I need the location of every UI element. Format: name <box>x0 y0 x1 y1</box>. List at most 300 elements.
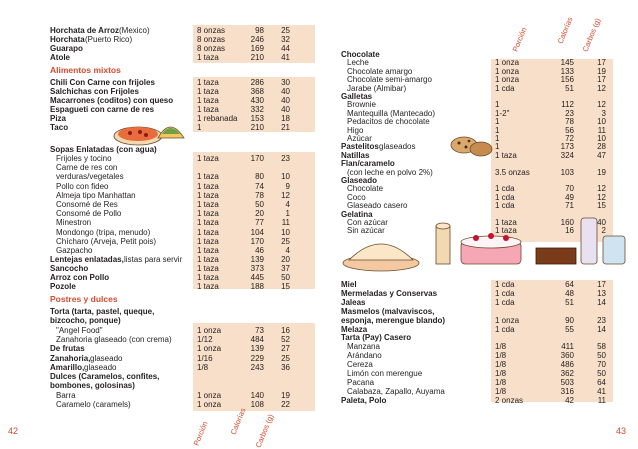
food-name: Gazpacho <box>56 246 93 255</box>
calories-cell: 139 <box>250 255 264 264</box>
table-row <box>0 35 319 44</box>
food-name: Glaseado casero <box>347 201 408 211</box>
food-name: Sin azúcar <box>347 226 385 236</box>
portion-cell: 1 taza <box>197 181 219 191</box>
portion-cell: 1 taza <box>495 226 517 236</box>
carbs-cell: 25 <box>281 26 290 35</box>
food-name: Dulces (Caramelos, confites, <box>50 372 160 382</box>
food-name: Pedacitos de chocolate <box>347 117 430 127</box>
calories-cell: 98 <box>255 26 264 35</box>
food-name: Jarabe (Almibar) <box>347 83 407 93</box>
food-name: Zanahoria glaseado (con crema) <box>56 334 172 344</box>
food-name: Sancocho <box>50 264 89 273</box>
calories-cell: 80 <box>255 172 264 182</box>
carbs-cell: 17 <box>597 280 606 289</box>
calories-cell: 411 <box>561 342 574 352</box>
carbs-cell: 1 <box>285 209 290 219</box>
food-name: Jaleas <box>341 297 366 307</box>
carbs-cell: 50 <box>281 273 290 282</box>
carbs-cell: 12 <box>597 100 606 110</box>
carbs-cell: 13 <box>597 288 606 298</box>
calories-cell: 73 <box>255 325 264 335</box>
mixed-heading: Alimentos mixtos <box>50 65 121 75</box>
carbs-cell: 37 <box>281 264 290 273</box>
carbs-cell: 20 <box>281 255 290 264</box>
calories-cell: 324 <box>560 150 574 160</box>
portion-cell: 1 onza <box>197 400 222 409</box>
calories-cell: 486 <box>560 360 574 370</box>
food-name: Chocolate semi-amargo <box>347 75 432 85</box>
food-name: Gelatina <box>341 209 373 219</box>
cookies-illustration <box>449 130 494 160</box>
food-name: Con azúcar <box>347 218 388 227</box>
calories-cell: 56 <box>565 125 574 135</box>
carbs-cell: 3 <box>601 108 606 118</box>
table-row <box>0 400 319 409</box>
food-name: Calabaza, Zapallo, Auyama <box>347 386 445 396</box>
portion-cell: 1 taza <box>197 190 219 200</box>
carbs-cell: 15 <box>597 201 606 211</box>
calories-cell: 23 <box>565 108 574 118</box>
food-note: (Puerto Rico) <box>85 35 133 44</box>
portion-cell: 1/8 <box>495 342 507 352</box>
calories-cell: 20 <box>255 209 264 219</box>
portion-cell: 1 <box>495 117 500 127</box>
calories-cell: 77 <box>255 218 264 228</box>
calories-cell: 229 <box>250 353 264 363</box>
food-name: bizcocho, ponque) <box>50 316 121 326</box>
food-name: Pollo con fideo <box>56 181 109 191</box>
portion-cell: 1 taza <box>197 282 219 291</box>
food-note: listas para servir <box>124 255 183 264</box>
food-name: Chocolate <box>347 184 384 194</box>
carbs-cell: 9 <box>285 181 290 191</box>
carbs-cell: 36 <box>281 362 290 372</box>
portion-cell: 1/12 <box>197 334 213 344</box>
table-row <box>319 360 638 369</box>
portion-cell: 1 onza <box>197 390 222 400</box>
carbs-cell: 23 <box>281 154 290 163</box>
carbs-cell: 12 <box>597 184 606 194</box>
carbs-cell: 19 <box>597 66 606 76</box>
portion-cell: 1 <box>495 125 500 135</box>
table-row <box>319 351 638 360</box>
portion-cell: 1 taza <box>197 105 219 114</box>
portion-cell: 1 <box>495 142 500 152</box>
food-name: Barra <box>56 390 76 400</box>
carbs-cell: 12 <box>281 190 290 200</box>
calories-cell: 445 <box>250 273 264 282</box>
calories-cell: 48 <box>565 288 574 298</box>
calories-cell: 49 <box>565 192 574 202</box>
calories-cell: 51 <box>565 297 574 307</box>
food-name: Pastelitos <box>341 142 379 152</box>
calories-cell: 362 <box>560 369 574 378</box>
food-name: Glaseado <box>341 176 378 185</box>
carbs-cell: 12 <box>597 83 606 93</box>
carbs-cell: 70 <box>597 360 606 370</box>
calories-cell: 145 <box>560 58 574 68</box>
table-row <box>0 172 319 181</box>
table-row <box>0 44 319 53</box>
calories-cell: 71 <box>565 201 574 211</box>
calories-cell: 210 <box>250 123 264 132</box>
food-name: Taco <box>50 123 69 132</box>
portion-cell: 1 onza <box>495 75 520 85</box>
right-page <box>319 0 638 447</box>
carbs-cell: 41 <box>281 53 290 62</box>
carbs-cell: 11 <box>597 395 606 405</box>
portion-cell: 1 <box>495 100 500 110</box>
carbs-cell: 19 <box>281 390 290 400</box>
portion-cell: 1 taza <box>197 78 219 87</box>
food-name: Chili Con Carne con frijoles <box>50 78 155 87</box>
calories-cell: 42 <box>565 395 574 405</box>
carbs-cell: 50 <box>597 369 606 378</box>
food-name: Consomé de Res <box>56 200 118 209</box>
table-row <box>0 237 319 246</box>
food-name: verduras/vegetales <box>56 172 124 182</box>
desserts-heading: Postres y dulces <box>50 294 118 304</box>
food-name: Macarrones (coditos) con queso <box>50 96 174 105</box>
portion-cell: 8 onzas <box>197 44 226 53</box>
food-name: Manzana <box>347 342 380 352</box>
left-page <box>0 0 319 447</box>
portion-cell: 1/8 <box>495 377 507 387</box>
food-name: Piza <box>50 114 67 123</box>
portion-cell: 1 onza <box>495 315 520 325</box>
col-head-calories-top: Calorías <box>555 15 575 45</box>
portion-cell: 1 cda <box>495 324 515 334</box>
calories-cell: 373 <box>250 264 264 273</box>
calories-cell: 74 <box>255 181 264 191</box>
table-row <box>319 325 638 334</box>
portion-cell: 1-2" <box>495 108 510 118</box>
carbs-cell: 41 <box>597 386 606 396</box>
table-row <box>0 182 319 191</box>
carbs-cell: 16 <box>281 325 290 335</box>
food-name: Torta (tarta, pastel, queque, <box>50 307 155 316</box>
calories-cell: 140 <box>250 390 264 400</box>
food-name: Espagueti con carne de res <box>50 105 155 114</box>
calories-cell: 246 <box>250 35 264 44</box>
table-row <box>0 381 319 390</box>
portion-cell: 1 taza <box>197 96 219 105</box>
food-note: glaseado <box>90 353 123 363</box>
calories-cell: 503 <box>560 377 574 387</box>
table-row <box>0 391 319 400</box>
table-row <box>0 218 319 227</box>
portion-cell: 1/8 <box>495 360 507 370</box>
food-name: Atole <box>50 53 70 62</box>
portion-cell: 1 taza <box>197 255 219 264</box>
carbs-cell: 22 <box>281 400 290 409</box>
portion-cell: 1 taza <box>197 200 219 209</box>
table-row <box>0 53 319 62</box>
portion-cell: 1 taza <box>495 150 517 160</box>
portion-cell: 1/8 <box>495 351 507 361</box>
food-name: Pacana <box>347 377 375 387</box>
carbs-cell: 21 <box>281 123 290 132</box>
carbs-cell: 17 <box>597 58 606 68</box>
page-number-left: 42 <box>8 426 19 436</box>
calories-cell: 64 <box>565 280 574 289</box>
portion-cell: 1 cda <box>495 184 515 194</box>
calories-cell: 160 <box>560 218 574 227</box>
carbs-cell: 40 <box>281 105 290 114</box>
calories-cell: 368 <box>250 87 264 96</box>
table-row <box>0 228 319 237</box>
col-head-portion-bottom: Porción <box>191 420 210 447</box>
carbs-cell: 50 <box>597 351 606 361</box>
portion-cell: 1 cda <box>495 201 515 211</box>
soups-title: Sopas Enlatadas (con agua) <box>50 145 157 154</box>
portion-cell: 1 onza <box>495 58 520 68</box>
calories-cell: 112 <box>561 100 574 110</box>
carbs-cell: 15 <box>281 282 290 291</box>
portion-cell: 1 onza <box>197 344 222 354</box>
portion-cell: 1 cda <box>495 192 515 202</box>
carbs-cell: 25 <box>281 236 290 246</box>
carbs-cell: 52 <box>281 334 290 344</box>
portion-cell: 1 taza <box>197 236 219 246</box>
food-name: Caramelo (caramels) <box>56 400 131 409</box>
table-row <box>0 354 319 363</box>
calories-cell: 104 <box>250 227 264 237</box>
carbs-cell: 18 <box>281 114 290 123</box>
calories-cell: 78 <box>255 190 264 200</box>
portion-cell: 1 onza <box>197 325 222 335</box>
carbs-cell: 58 <box>597 342 606 352</box>
table-row <box>0 363 319 372</box>
food-name: Leche <box>347 58 369 68</box>
portion-cell: 1 rebanada <box>197 114 238 123</box>
calories-cell: 103 <box>560 167 574 177</box>
table-row <box>0 163 319 172</box>
portion-cell: 1 taza <box>197 227 219 237</box>
portion-cell: 1 cda <box>495 288 515 298</box>
calories-cell: 169 <box>250 44 264 53</box>
portion-cell: 1/8 <box>197 362 209 372</box>
food-name: Paleta, Polo <box>341 395 387 405</box>
carbs-cell: 40 <box>281 87 290 96</box>
carbs-cell: 2 <box>601 226 606 236</box>
food-name: Consomé de Pollo <box>56 209 122 219</box>
food-name: Miel <box>341 280 357 289</box>
food-name: Melaza <box>341 324 368 334</box>
table-row <box>0 307 319 316</box>
calories-cell: 139 <box>250 344 264 354</box>
table-row <box>0 154 319 163</box>
calories-cell: 360 <box>560 351 574 361</box>
carbs-cell: 25 <box>281 353 290 363</box>
calories-cell: 55 <box>565 324 574 334</box>
food-name: Pozole <box>50 282 76 291</box>
food-name: Chícharo (Arveja, Petit pois) <box>56 236 157 246</box>
table-row <box>0 344 319 353</box>
carbs-cell: 10 <box>281 172 290 182</box>
food-name: Mantequilla (Mantecado) <box>347 108 436 118</box>
col-head-carbs-bottom: Carbos (g) <box>253 412 276 449</box>
food-name: Arroz con Pollo <box>50 273 110 282</box>
table-row <box>319 378 638 387</box>
calories-cell: 173 <box>560 142 574 152</box>
carbs-cell: 30 <box>281 78 290 87</box>
calories-cell: 78 <box>565 117 574 127</box>
carbs-cell: 14 <box>597 297 606 307</box>
calories-cell: 108 <box>250 400 264 409</box>
table-row <box>0 209 319 218</box>
table-row <box>319 316 638 325</box>
portion-cell: 1/8 <box>495 369 507 378</box>
page-number-right: 43 <box>616 426 627 436</box>
table-row <box>319 387 638 396</box>
calories-cell: 46 <box>255 246 264 255</box>
table-row <box>0 96 319 105</box>
carbs-cell: 4 <box>285 246 290 255</box>
food-name: Galletas <box>341 92 373 101</box>
carbs-cell: 12 <box>597 192 606 202</box>
food-name: Chocolate <box>341 50 380 59</box>
table-row <box>0 326 319 335</box>
portion-cell: 8 onzas <box>197 26 226 35</box>
carbs-cell: 10 <box>281 227 290 237</box>
calories-cell: 430 <box>250 96 264 105</box>
carbs-cell: 27 <box>281 344 290 354</box>
carbs-cell: 40 <box>281 96 290 105</box>
food-name: Limón con merengue <box>347 369 423 378</box>
portion-cell: 1 taza <box>197 53 219 62</box>
portion-cell: 1 taza <box>197 273 219 282</box>
col-head-carbs-top: Carbos (g) <box>580 16 603 54</box>
calories-cell: 16 <box>565 226 574 236</box>
table-row <box>319 307 638 316</box>
table-row <box>319 280 638 289</box>
col-head-calories-bottom: Calorías <box>228 406 248 436</box>
portion-cell: 1 cda <box>495 83 515 93</box>
portion-cell: 1 taza <box>495 218 517 227</box>
table-row <box>319 333 638 342</box>
pizza-taco-illustration <box>110 108 190 148</box>
table-row <box>0 78 319 87</box>
food-name: Almeja tipo Manhattan <box>56 190 136 200</box>
calories-cell: 156 <box>560 75 574 85</box>
portion-cell: 1 taza <box>197 218 219 228</box>
portion-cell: 1 <box>197 123 202 132</box>
portion-cell: 1 taza <box>197 172 219 182</box>
food-name: Arándano <box>347 351 382 361</box>
table-row <box>319 369 638 378</box>
calories-cell: 153 <box>250 114 264 123</box>
calories-cell: 70 <box>565 184 574 194</box>
table-row <box>0 282 319 291</box>
calories-cell: 72 <box>565 134 574 143</box>
food-name: esponja, merengue blando) <box>341 315 446 325</box>
calories-cell: 484 <box>250 334 264 344</box>
calories-cell: 170 <box>250 236 264 246</box>
portion-cell: 1 taza <box>197 209 219 219</box>
carbs-cell: 10 <box>597 134 606 143</box>
table-row <box>0 246 319 255</box>
carbs-cell: 47 <box>597 150 606 160</box>
calories-cell: 133 <box>560 66 574 76</box>
food-name: Cereza <box>347 360 373 370</box>
table-row <box>319 298 638 307</box>
portion-cell: 1/16 <box>197 353 213 363</box>
food-name: Carne de res con <box>56 163 118 173</box>
carbs-cell: 11 <box>597 125 606 135</box>
table-row <box>0 200 319 209</box>
table-row <box>0 273 319 282</box>
food-name: Frijoles y tocino <box>56 154 112 163</box>
portion-cell: 8 onzas <box>197 35 226 44</box>
calories-cell: 286 <box>250 78 264 87</box>
calories-cell: 51 <box>565 83 574 93</box>
food-note: (Mexico) <box>119 26 150 35</box>
food-name: Flan/caramelo <box>341 159 395 169</box>
food-name: De frutas <box>50 344 85 354</box>
carbs-cell: 28 <box>597 142 606 152</box>
food-name: Salchichas con Frijoles <box>50 87 139 96</box>
table-row <box>0 372 319 381</box>
table-row <box>0 26 319 35</box>
food-name: Amarillo, <box>50 362 85 372</box>
food-name: Mondongo (tripa, menudo) <box>56 227 151 237</box>
carbs-cell: 44 <box>281 44 290 53</box>
calories-cell: 188 <box>250 282 264 291</box>
food-note: glaseados <box>379 142 416 152</box>
table-row <box>0 264 319 273</box>
food-name: "Angel Food" <box>56 325 103 335</box>
portion-cell: 3.5 onzas <box>495 167 530 177</box>
portion-cell: 1 taza <box>197 87 219 96</box>
portion-cell: 1 taza <box>197 154 219 163</box>
calories-cell: 243 <box>250 362 264 372</box>
food-note: glaseado <box>84 362 117 372</box>
table-row <box>0 255 319 264</box>
table-row <box>319 289 638 298</box>
portion-cell: 1/8 <box>495 386 507 396</box>
food-name: Lentejas enlatadas, <box>50 255 124 264</box>
food-name: Brownie <box>347 100 376 110</box>
table-row <box>319 396 638 405</box>
portion-cell: 1 taza <box>197 264 219 273</box>
food-name: bombones, golosinas) <box>50 381 135 391</box>
food-name: Masmelos (malvaviscos, <box>341 306 435 316</box>
calories-cell: 90 <box>565 315 574 325</box>
calories-cell: 332 <box>250 105 264 114</box>
portion-cell: 1 onza <box>495 66 520 76</box>
table-row <box>0 335 319 344</box>
food-name: Mermeladas y Conservas <box>341 288 438 298</box>
portion-cell: 1 taza <box>197 246 219 255</box>
table-row <box>0 191 319 200</box>
carbs-cell: 4 <box>285 200 290 209</box>
carbs-cell: 40 <box>597 218 606 227</box>
food-name: (con leche en polvo 2%) <box>347 167 433 177</box>
carbs-cell: 10 <box>597 117 606 127</box>
food-name: Natillas <box>341 150 370 160</box>
food-name: Horchata <box>50 35 85 44</box>
food-name: Tarta (Pay) Casero <box>341 333 412 343</box>
calories-cell: 50 <box>255 200 264 209</box>
calories-cell: 210 <box>250 53 264 62</box>
carbs-cell: 19 <box>597 167 606 177</box>
food-name: Higo <box>347 125 364 135</box>
col-head-portion-top: Porción <box>510 26 529 53</box>
carbs-cell: 17 <box>597 75 606 85</box>
food-name: Chocolate amargo <box>347 66 413 76</box>
